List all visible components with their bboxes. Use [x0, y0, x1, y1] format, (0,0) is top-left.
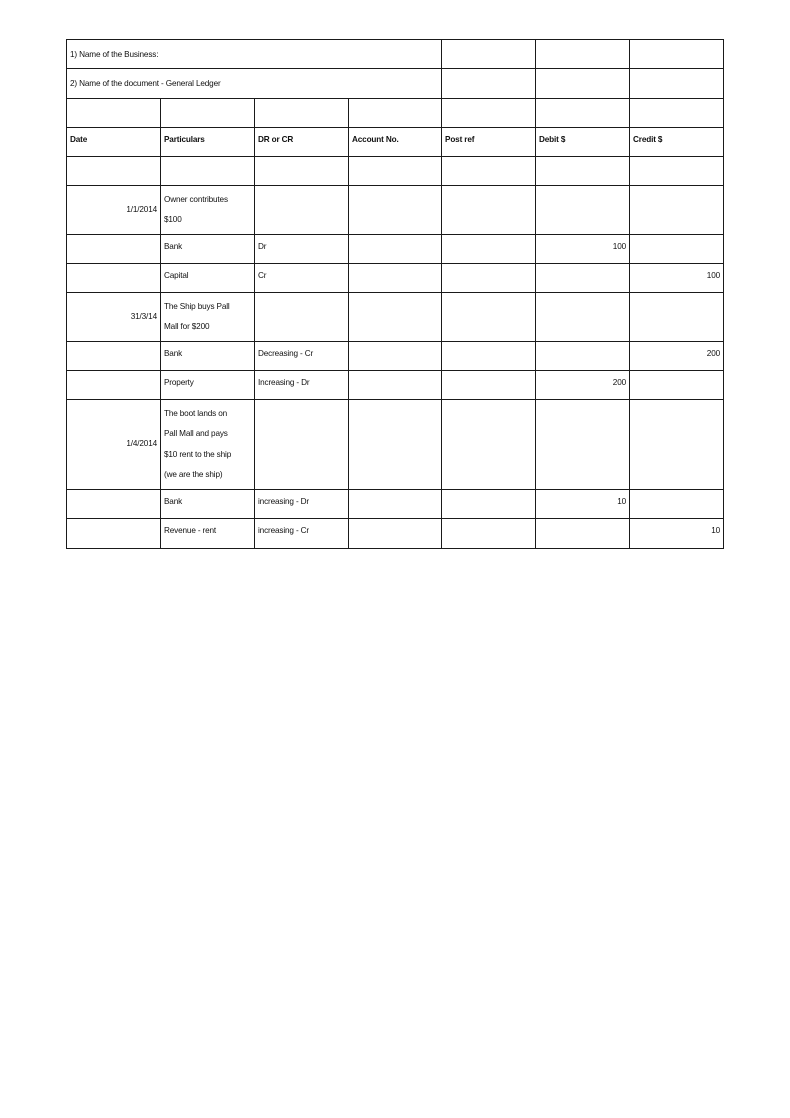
general-ledger-table	[66, 39, 724, 549]
cell-date[interactable]	[67, 519, 161, 549]
cell-dr-cr[interactable]: Cr	[255, 264, 349, 293]
cell-account-no[interactable]	[349, 519, 442, 549]
entry-date[interactable]: 1/1/2014	[67, 186, 161, 235]
cell-empty[interactable]	[630, 99, 724, 128]
cell-empty[interactable]	[349, 99, 442, 128]
cell-empty[interactable]	[255, 186, 349, 235]
ledger-line-row	[67, 371, 724, 400]
cell-empty[interactable]	[442, 40, 536, 69]
entry-description-row	[67, 293, 724, 342]
cell-empty[interactable]	[161, 99, 255, 128]
cell-dr-cr[interactable]: Decreasing - Cr	[255, 342, 349, 371]
blank-row	[67, 157, 724, 186]
business-name-label[interactable]: 1) Name of the Business:	[67, 40, 442, 69]
cell-particulars[interactable]: Property	[161, 371, 255, 400]
cell-empty[interactable]	[349, 400, 442, 490]
ledger-line-row	[67, 342, 724, 371]
header-credit: Credit $	[630, 128, 724, 157]
ledger-line-row	[67, 264, 724, 293]
cell-particulars[interactable]: Capital	[161, 264, 255, 293]
cell-empty[interactable]	[349, 186, 442, 235]
cell-account-no[interactable]	[349, 264, 442, 293]
cell-particulars[interactable]: Bank	[161, 235, 255, 264]
cell-empty[interactable]	[630, 69, 724, 99]
cell-account-no[interactable]	[349, 371, 442, 400]
cell-particulars[interactable]: Bank	[161, 342, 255, 371]
entry-description-row	[67, 400, 724, 490]
cell-debit[interactable]	[536, 264, 630, 293]
cell-dr-cr[interactable]: Increasing - Dr	[255, 371, 349, 400]
cell-empty[interactable]	[536, 186, 630, 235]
cell-credit[interactable]	[630, 490, 724, 519]
cell-particulars[interactable]: Revenue - rent	[161, 519, 255, 549]
business-name-row	[67, 40, 724, 69]
ledger-line-row	[67, 519, 724, 549]
cell-empty[interactable]	[255, 157, 349, 186]
cell-credit[interactable]: 100	[630, 264, 724, 293]
cell-date[interactable]	[67, 490, 161, 519]
cell-dr-cr[interactable]: Dr	[255, 235, 349, 264]
cell-empty[interactable]	[630, 40, 724, 69]
cell-credit[interactable]: 200	[630, 342, 724, 371]
header-dr-or-cr: DR or CR	[255, 128, 349, 157]
cell-empty[interactable]	[536, 400, 630, 490]
cell-post-ref[interactable]	[442, 235, 536, 264]
cell-post-ref[interactable]	[442, 519, 536, 549]
entry-description-row	[67, 186, 724, 235]
cell-empty[interactable]	[442, 69, 536, 99]
cell-empty[interactable]	[442, 157, 536, 186]
cell-debit[interactable]	[536, 342, 630, 371]
cell-empty[interactable]	[161, 157, 255, 186]
cell-empty[interactable]	[255, 400, 349, 490]
entry-description[interactable]: The boot lands on Pall Mall and pays $10 rent to the ship (we are the ship)	[161, 400, 255, 490]
cell-account-no[interactable]	[349, 235, 442, 264]
header-particulars: Particulars	[161, 128, 255, 157]
header-debit: Debit $	[536, 128, 630, 157]
cell-debit[interactable]: 100	[536, 235, 630, 264]
document-name-row	[67, 69, 724, 99]
cell-account-no[interactable]	[349, 490, 442, 519]
cell-post-ref[interactable]	[442, 342, 536, 371]
column-header-row	[67, 128, 724, 157]
cell-empty[interactable]	[630, 157, 724, 186]
ledger-line-row	[67, 490, 724, 519]
cell-credit[interactable]	[630, 235, 724, 264]
cell-post-ref[interactable]	[442, 371, 536, 400]
cell-empty[interactable]	[630, 293, 724, 342]
cell-empty[interactable]	[349, 293, 442, 342]
cell-dr-cr[interactable]: increasing - Dr	[255, 490, 349, 519]
blank-row	[67, 99, 724, 128]
cell-empty[interactable]	[536, 157, 630, 186]
ledger-line-row	[67, 235, 724, 264]
cell-empty[interactable]	[442, 186, 536, 235]
cell-empty[interactable]	[442, 400, 536, 490]
cell-empty[interactable]	[536, 99, 630, 128]
header-date: Date	[67, 128, 161, 157]
cell-date[interactable]	[67, 371, 161, 400]
cell-credit[interactable]	[630, 371, 724, 400]
entry-description[interactable]: Owner contributes $100	[161, 186, 255, 235]
header-post-ref: Post ref	[442, 128, 536, 157]
cell-empty[interactable]	[630, 186, 724, 235]
cell-dr-cr[interactable]: increasing - Cr	[255, 519, 349, 549]
cell-debit[interactable]	[536, 519, 630, 549]
cell-date[interactable]	[67, 235, 161, 264]
entry-description[interactable]: The Ship buys Pall Mall for $200	[161, 293, 255, 342]
cell-post-ref[interactable]	[442, 490, 536, 519]
entry-date[interactable]: 1/4/2014	[67, 400, 161, 490]
header-account-no: Account No.	[349, 128, 442, 157]
cell-date[interactable]	[67, 264, 161, 293]
cell-date[interactable]	[67, 342, 161, 371]
document-name-label[interactable]: 2) Name of the document - General Ledger	[67, 69, 442, 99]
cell-empty[interactable]	[630, 400, 724, 490]
cell-empty[interactable]	[67, 157, 161, 186]
cell-empty[interactable]	[536, 69, 630, 99]
entry-date[interactable]: 31/3/14	[67, 293, 161, 342]
cell-empty[interactable]	[536, 293, 630, 342]
cell-credit[interactable]: 10	[630, 519, 724, 549]
cell-account-no[interactable]	[349, 342, 442, 371]
cell-particulars[interactable]: Bank	[161, 490, 255, 519]
cell-empty[interactable]	[255, 99, 349, 128]
cell-empty[interactable]	[349, 157, 442, 186]
cell-empty[interactable]	[442, 293, 536, 342]
cell-empty[interactable]	[67, 99, 161, 128]
cell-debit[interactable]: 10	[536, 490, 630, 519]
cell-post-ref[interactable]	[442, 264, 536, 293]
cell-empty[interactable]	[442, 99, 536, 128]
cell-empty[interactable]	[255, 293, 349, 342]
cell-debit[interactable]: 200	[536, 371, 630, 400]
cell-empty[interactable]	[536, 40, 630, 69]
